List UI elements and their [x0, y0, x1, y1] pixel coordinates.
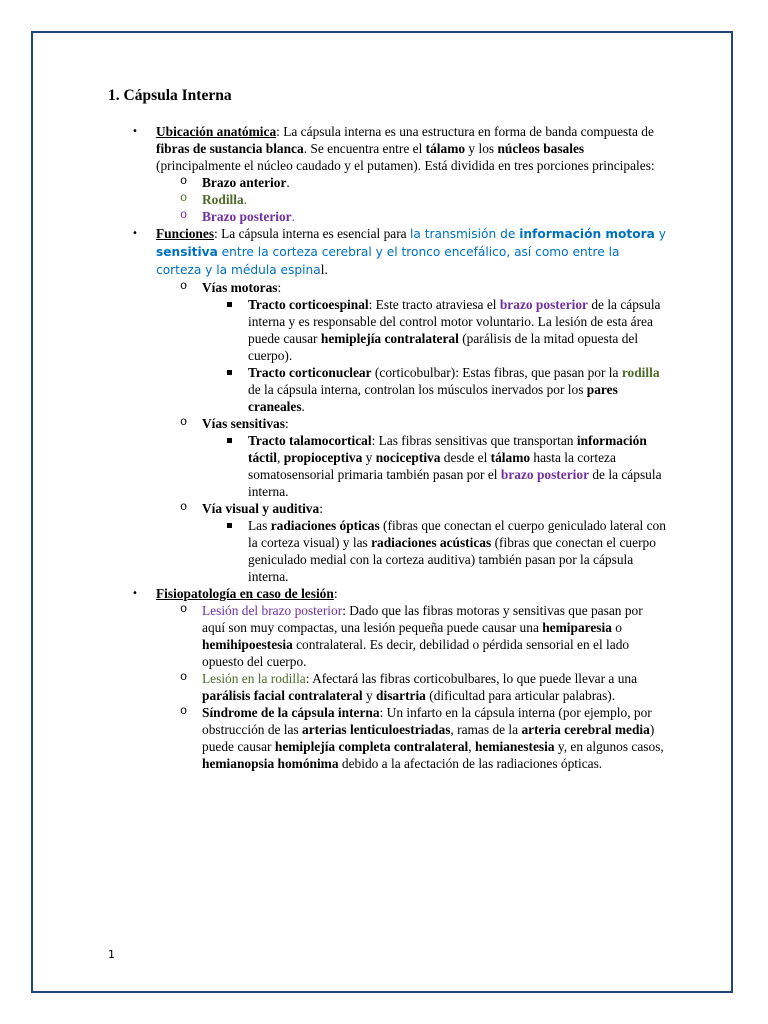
list-item-lesion-brazo-posterior: o Lesión del brazo posterior: Dado que las fibras motoras y sensitivas que pasan por aquí son muy compactas, una lesión pequeña puede causar una hemiparesia o hemihipoestesia contralateral. Es decir, debilidad o pérdida sensorial en el lado opuesto del cuerpo.	[156, 602, 668, 670]
main-list	[108, 123, 668, 772]
document-body	[108, 86, 668, 772]
list-item-sindrome: o Síndrome de la cápsula interna: Un infarto en la cápsula interna (por ejemplo, por obstrucción de las arterias lenticuloestriadas, ramas de la arteria cerebral media) puede causar hemiplejía completa contralateral, hemianestesia y, en algunos casos, hemianopsia homónima debido a la afectación de las radiaciones ópticas.	[156, 704, 668, 772]
list-item-lesion-rodilla: o Lesión en la rodilla: Afectará las fibras corticobulbares, lo que puede llevar a una parálisis facial contralateral y disartria (dificultad para articular palabras).	[156, 670, 668, 704]
list-item-talamocortical: Tracto talamocortical: Las fibras sensitivas que transportan información táctil, propioceptiva y nociceptiva desde el tálamo hasta la corteza somatosensorial primaria también pasan por el brazo posterior de la cápsula interna.	[202, 432, 668, 500]
fisiopatologia-label: Fisiopatología en caso de lesión	[156, 586, 334, 601]
list-item-rodilla: o Rodilla.	[156, 191, 668, 208]
list-item-brazo-posterior: o Brazo posterior.	[156, 208, 668, 225]
list-item-corticonuclear: Tracto corticonuclear (corticobulbar): Estas fibras, que pasan por la rodilla de la cápsula interna, controlan los músculos inervados por los pares craneales.	[202, 364, 668, 415]
list-item-fisiopatologia: • Fisiopatología en caso de lesión: o Lesión del brazo posterior: Dado que las fibras motoras y sensitivas que pasan por aquí son muy compactas, una lesión pequeña puede causar una hemiparesia o hemihipoestesia contralateral. Es decir, debilidad o pérdida sensorial en el lado opuesto del cuerpo. o Lesión en la rodilla: Afectará las fibras corticobulbares, lo que puede llevar a una parálisis facial contralateral y disartria (dificultad para articular palabras). o Síndrome de la cápsula interna: Un infarto en la cápsula interna (por ejemplo, por obstrucción de las arterias lenticuloestriadas, ramas de la arteria cerebral media) puede causar hemiplejía completa contralateral, hemianestesia y, en algunos casos, hemianopsia homónima debido a la afectación de las radiaciones ópticas.	[108, 585, 668, 772]
list-item-vias-sensitivas: o Vías sensitivas: Tracto talamocortical: Las fibras sensitivas que transportan información táctil, propioceptiva y nociceptiva desde el tálamo hasta la corteza somatosensorial primaria también pasan por el brazo posterior de la cápsula interna.	[156, 415, 668, 500]
lesiones-list	[156, 602, 668, 772]
list-item-ubicacion: • Ubicación anatómica: La cápsula interna es una estructura en forma de banda compuesta de fibras de sustancia blanca. Se encuentra entre el tálamo y los núcleos basales (principalmente el núcleo caudado y el putamen). Está dividida en tres porciones principales: o Brazo anterior. o Rodilla. o Brazo posterior.	[108, 123, 668, 225]
list-item-corticoespinal: Tracto corticoespinal: Este tracto atraviesa el brazo posterior de la cápsula interna y es responsable del control motor voluntario. La lesión de esta área puede causar hemiplejía contralateral (parálisis de la mitad opuesta del cuerpo).	[202, 296, 668, 364]
ubicacion-label: Ubicación anatómica	[156, 124, 277, 139]
section-title: 1. Cápsula Interna	[108, 87, 232, 104]
porciones-list	[156, 174, 668, 225]
list-item-brazo-anterior: o Brazo anterior.	[156, 174, 668, 191]
funciones-label: Funciones	[156, 226, 215, 241]
list-item-vias-motoras: o Vías motoras: Tracto corticoespinal: Este tracto atraviesa el brazo posterior de la cápsula interna y es responsable del control motor voluntario. La lesión de esta área puede causar hemiplejía contralateral (parálisis de la mitad opuesta del cuerpo). Tracto corticonuclear (corticobulbar): Estas fibras, que pasan por la rodilla de la cápsula interna, controlan los músculos inervados por los pares craneales.	[156, 279, 668, 415]
list-item-via-visual: o Vía visual y auditiva: Las radiaciones ópticas (fibras que conectan el cuerpo geniculado lateral con la corteza visual) y las radiaciones acústicas (fibras que conectan el cuerpo geniculado medial con la corteza auditiva) también pasan por la cápsula interna.	[156, 500, 668, 585]
page-number: 1	[108, 948, 115, 961]
vias-list	[156, 279, 668, 585]
list-item-radiaciones: Las radiaciones ópticas (fibras que conectan el cuerpo geniculado lateral con la corteza visual) y las radiaciones acústicas (fibras que conectan el cuerpo geniculado medial con la corteza auditiva) también pasan por la cápsula interna.	[202, 517, 668, 585]
list-item-funciones: • Funciones: La cápsula interna es esencial para la transmisión de información motora y sensitiva entre la corteza cerebral y el tronco encefálico, así como entre la corteza y la médula espinal. o Vías motoras: Tracto corticoespinal: Este tracto atraviesa el brazo posterior de la cápsula interna y es responsable del control motor voluntario. La lesión de esta área puede causar hemiplejía contralateral (parálisis de la mitad opuesta del cuerpo). Tracto corticonuclear (corticobulbar): Estas fibras, que pasan por la rodilla de la cápsula interna, controlan los músculos inervados por los pares craneales. o Vías sensitivas: Tracto talamocortical: Las fibras sensitivas que transportan información táctil, propioceptiva y nociceptiva desde el tálamo hasta la corteza somatosensorial primaria también pasan por el brazo posterior de la cápsula interna. o Vía visual y auditiva: Las radiaciones ópticas (fibras que conectan el cuerpo geniculado lateral con la corteza visual) y las radiaciones acústicas (fibras que conectan el cuerpo geniculado medial con la corteza auditiva) también pasan por la cápsula interna.	[108, 225, 668, 585]
